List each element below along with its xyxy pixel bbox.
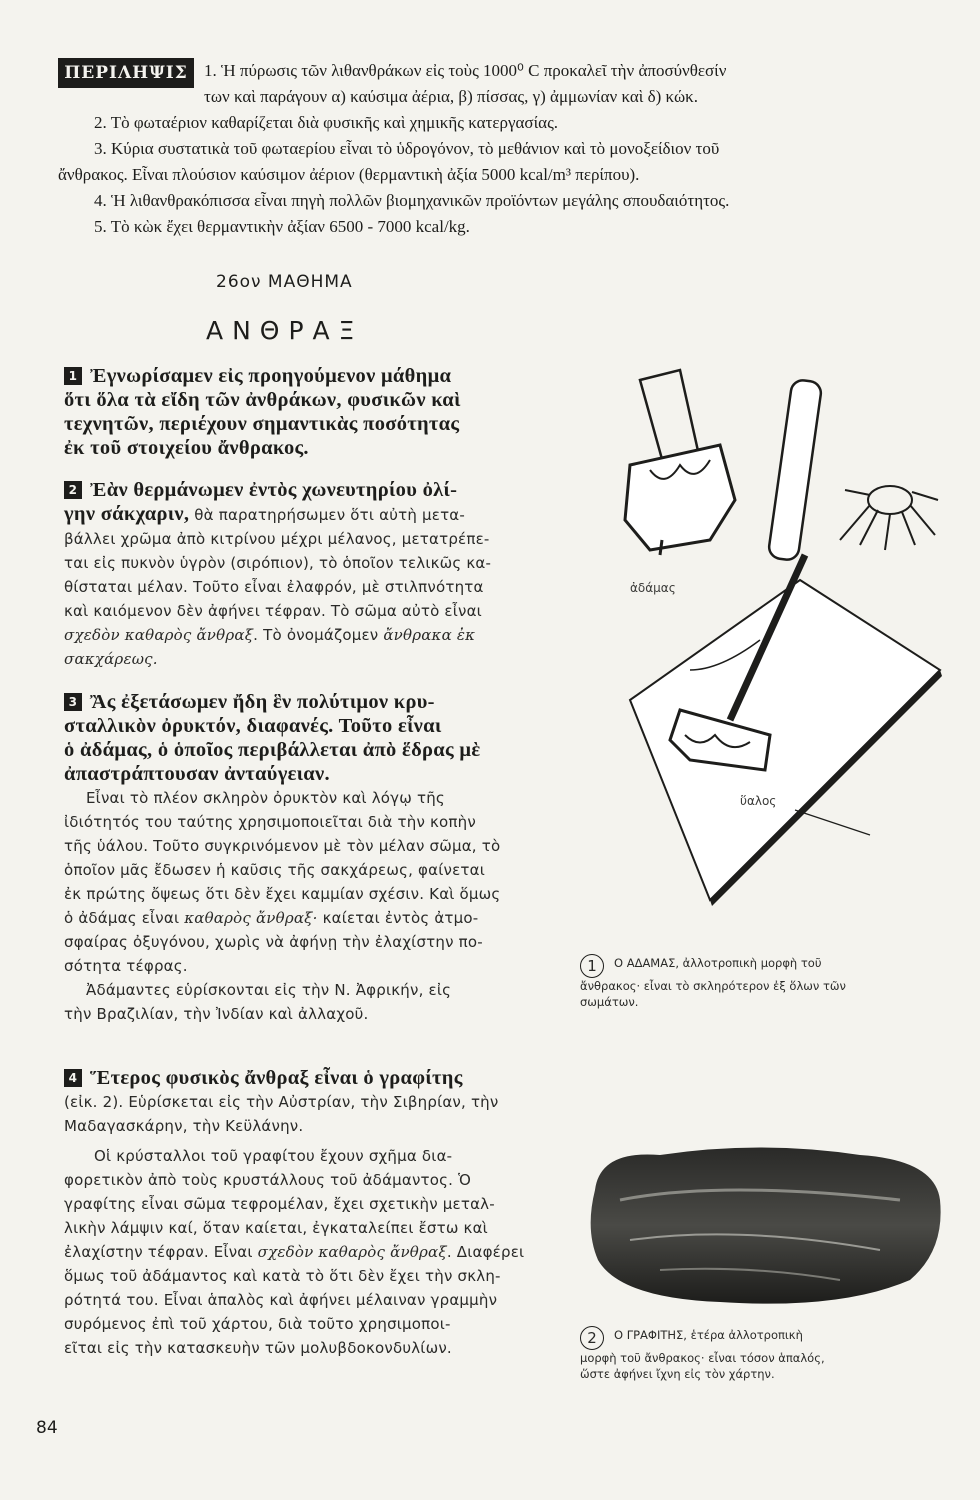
s4-body: εῖται εἰς τὴν κατασκευὴν τῶν μολυβδοκονδυλίων. bbox=[64, 1339, 452, 1357]
s3-body: τὴν Βραζιλίαν, τὴν Ἰνδίαν καὶ ἀλλαχοῦ. bbox=[64, 1005, 369, 1023]
glass-label: ὕαλος bbox=[740, 794, 777, 808]
s3-body: σότητα τέφρας. bbox=[64, 957, 188, 975]
s2-line: θὰ παρατηρήσωμεν ὅτι αὐτὴ μετα- bbox=[189, 506, 465, 524]
diamond-label: ἀδάμας bbox=[630, 581, 676, 595]
section-1-number: 1 bbox=[64, 367, 82, 385]
s2-line: . Τὸ ὀνομάζομεν bbox=[253, 626, 384, 644]
page-number: 84 bbox=[36, 1418, 58, 1438]
summary-line-3: 2. Τὸ φωταέριον καθαρίζεται διὰ φυσικῆς καὶ χημικῆς κατεργασίας. bbox=[94, 113, 559, 132]
figure-1-number: 1 bbox=[580, 954, 604, 978]
s4-body: συρόμενος ἐπὶ τοῦ χάρτου, διὰ τοῦτο χρησιμοποι- bbox=[64, 1315, 451, 1333]
s4-body: . Διαφέρει bbox=[446, 1243, 525, 1261]
lesson-title: ΑΝΘΡΑΞ bbox=[206, 316, 364, 345]
figure-2-number: 2 bbox=[580, 1326, 604, 1350]
s3-body: ἰδιότητός του ταύτης χρησιμοποιεῖται διὰ τὴν κοπὴν bbox=[64, 813, 476, 831]
s4-body: Μαδαγασκάρην, τὴν Κεϋλάνην. bbox=[64, 1117, 304, 1135]
s4-line: Ἕτερος φυσικὸς ἄνθραξ εἶναι ὁ γραφίτης bbox=[90, 1067, 463, 1089]
summary-line-7: 5. Τὸ κὼκ ἔχει θερμαντικὴν ἀξίαν 6500 - 7000 kcal/kg. bbox=[94, 217, 470, 236]
s2-line: βάλλει χρῶμα ἀπὸ κιτρίνου μέχρι μέλανος, μετατρέπε- bbox=[64, 530, 490, 548]
s4-body: λικὴν λάμψιν καί, ὅταν καίεται, ἐγκαταλείπει ἔστω καὶ bbox=[64, 1219, 488, 1237]
section-4-number: 4 bbox=[64, 1069, 82, 1087]
summary-line-6: 4. Ἡ λιθανθρακόπισσα εἶναι πηγὴ πολλῶν βιομηχανικῶν προϊόντων μεγάλης σπουδαιότητος. bbox=[94, 191, 730, 210]
s2-line: καὶ καιόμενον δὲν ἀφήνει τέφραν. Τὸ σῶμα αὐτὸ εἶναι bbox=[64, 602, 482, 620]
summary-badge: ΠΕΡΙΛΗΨΙΣ bbox=[58, 58, 194, 88]
glass-pointer bbox=[795, 810, 870, 835]
s4-italic: σχεδὸν καθαρὸς ἄνθραξ bbox=[257, 1243, 447, 1261]
fig2-cap-line: ὥστε ἀφήνει ἴχνη εἰς τὸν χάρτην. bbox=[580, 1367, 775, 1381]
section-3 bbox=[64, 690, 550, 1026]
s4-body: (εἰκ. 2). Εὑρίσκεται εἰς τὴν Αὐστρίαν, τὴν Σιβηρίαν, τὴν bbox=[64, 1093, 499, 1111]
diamond-crystal bbox=[840, 486, 938, 550]
s4-body: γραφίτης εἶναι σῶμα τεφρομέλαν, ἔχει σχετικὴν μεταλ- bbox=[64, 1195, 495, 1213]
s2-line: Ἐὰν θερμάνωμεν ἐντὸς χωνευτηρίου ὀλί- bbox=[90, 479, 458, 501]
s1-line: ὅτι ὅλα τὰ εἴδη τῶν ἀνθράκων, φυσικῶν καὶ bbox=[64, 389, 461, 411]
s3-body: Εἶναι τὸ πλέον σκληρὸν ὀρυκτὸν καὶ λόγῳ τῆς bbox=[86, 789, 445, 807]
summary-line-5: ἄνθρακος. Εἶναι πλούσιον καύσιμον ἀέριον (θερμαντικὴ ἀξία 5000 kcal/m³ περίπου). bbox=[58, 165, 640, 184]
diamond-glass-illustration bbox=[570, 340, 950, 940]
s4-body: Οἱ κρύσταλλοι τοῦ γραφίτου ἔχουν σχῆμα δια- bbox=[94, 1147, 453, 1165]
s1-line: τεχνητῶν, περιέχουν σημαντικὰς ποσότητας bbox=[64, 413, 460, 435]
fig2-cap-line: μορφὴ τοῦ ἄνθρακος· εἶναι τόσον ἁπαλός, bbox=[580, 1351, 825, 1365]
fig1-cap-line: ἄνθρακος· εἶναι τὸ σκληρότερον ἐξ ὅλων τῶν bbox=[580, 979, 846, 993]
s4-body: ὅμως τοῦ ἀδάμαντος καὶ κατὰ τὸ ὅτι δὲν ἔχει τὴν σκλη- bbox=[64, 1267, 501, 1285]
diamond-tip bbox=[660, 540, 662, 555]
section-3-number: 3 bbox=[64, 693, 82, 711]
s2-line: ται εἰς πυκνὸν ὑγρὸν (σιρόπιον), τὸ ὁποῖον τελικῶς κα- bbox=[64, 554, 492, 572]
figure-2-caption bbox=[580, 1326, 940, 1382]
s3-body: ὁποῖον μᾶς ἔδωσεν ἡ καῦσις τῆς σακχάρεως, φαίνεται bbox=[64, 861, 485, 879]
fig1-cap-line: Ο ΑΔΑΜΑΣ, ἀλλοτροπικὴ μορφὴ τοῦ bbox=[614, 956, 822, 970]
s4-body: ρότητά του. Εἶναι ἁπαλὸς καὶ ἀφήνει μέλαιναν γραμμὴν bbox=[64, 1291, 498, 1309]
graphite-illustration bbox=[580, 1130, 950, 1320]
s1-line: Ἐγνωρίσαμεν εἰς προηγούμενον μάθημα bbox=[90, 365, 452, 387]
section-4 bbox=[64, 1066, 550, 1360]
section-2-number: 2 bbox=[64, 481, 82, 499]
s2-term: γην σάκχαριν, bbox=[64, 503, 190, 525]
summary-line-2: των καὶ παράγουν α) καύσιμα ἀέρια, β) πίσσας, γ) ἀμμωνίαν καὶ δ) κώκ. bbox=[204, 87, 698, 106]
s3-line: ὁ ἀδάμας, ὁ ὁποῖος περιβάλλεται ἀπὸ ἕδρας μὲ bbox=[64, 739, 481, 761]
s3-body: ὁ ἀδάμας εἶναι bbox=[64, 909, 185, 927]
s2-line: σακχάρεως. bbox=[64, 650, 158, 668]
section-2 bbox=[64, 478, 550, 671]
s2-italic: σχεδὸν καθαρὸς ἄνθραξ bbox=[64, 626, 254, 644]
s3-body: τῆς ὑάλου. Τοῦτο συγκρινόμενον μὲ τὸν μέλαν σῶμα, τὸ bbox=[64, 837, 501, 855]
s3-body: σφαίρας ὀξυγόνου, χωρὶς νὰ ἀφήνῃ τὴν ἐλαχίστην πο- bbox=[64, 933, 483, 951]
s3-line: Ἂς ἐξετάσωμεν ἤδη ἓν πολύτιμον κρυ- bbox=[90, 691, 435, 713]
s2-line: θίσταται μέλαν. Τοῦτο εἶναι ἐλαφρόν, μὲ στιλπνότητα bbox=[64, 578, 484, 596]
s3-body: καίεται ἐντὸς ἀτμο- bbox=[317, 909, 479, 927]
tool-head-upper bbox=[625, 445, 735, 550]
s1-line: ἐκ τοῦ στοιχείου ἄνθρακος. bbox=[64, 437, 309, 459]
s2-italic: ἄνθρακα ἐκ bbox=[383, 626, 476, 644]
section-1 bbox=[64, 364, 550, 460]
graphite-rock bbox=[591, 1148, 941, 1304]
s3-line: σταλλικὸν ὀρυκτόν, διαφανές. Τοῦτο εἶναι bbox=[64, 715, 442, 737]
fig1-cap-line: σωμάτων. bbox=[580, 995, 639, 1009]
s3-italic: καθαρὸς ἄνθραξ· bbox=[184, 909, 318, 927]
summary-line-4: 3. Κύρια συστατικὰ τοῦ φωταερίου εἶναι τὸ ὑδρογόνον, τὸ μεθάνιον καὶ τὸ μονοξείδιον τοῦ bbox=[94, 139, 720, 158]
s3-body: Ἀδάμαντες εὑρίσκονται εἰς τὴν Ν. Ἀφρικήν, εἰς bbox=[86, 981, 452, 999]
fig2-cap-line: Ο ΓΡΑΦΙΤΗΣ, ἑτέρα ἀλλοτροπικὴ bbox=[614, 1328, 803, 1342]
tool-handle-lower bbox=[768, 379, 823, 561]
figure-1-caption bbox=[580, 954, 940, 1010]
s4-body: φορετικὸν ἀπὸ τοὺς κρυστάλλους τοῦ ἀδάμαντος. Ὁ bbox=[64, 1171, 472, 1189]
s4-body: ἐλαχίστην τέφραν. Εἶναι bbox=[64, 1243, 258, 1261]
s3-body: ἐκ πρώτης ὄψεως ὅτι δὲν ἔχει καμμίαν σχέσιν. Καὶ ὅμως bbox=[64, 885, 501, 903]
s3-line: ἀπαστράπτουσαν ἀνταύγειαν. bbox=[64, 763, 330, 785]
lesson-number: 26ον ΜΑΘΗΜΑ bbox=[216, 272, 353, 292]
summary-line-1: 1. Ἡ πύρωσις τῶν λιθανθράκων εἰς τοὺς 1000⁰ C προκαλεῖ τὴν ἀποσύνθεσίν bbox=[204, 61, 727, 80]
